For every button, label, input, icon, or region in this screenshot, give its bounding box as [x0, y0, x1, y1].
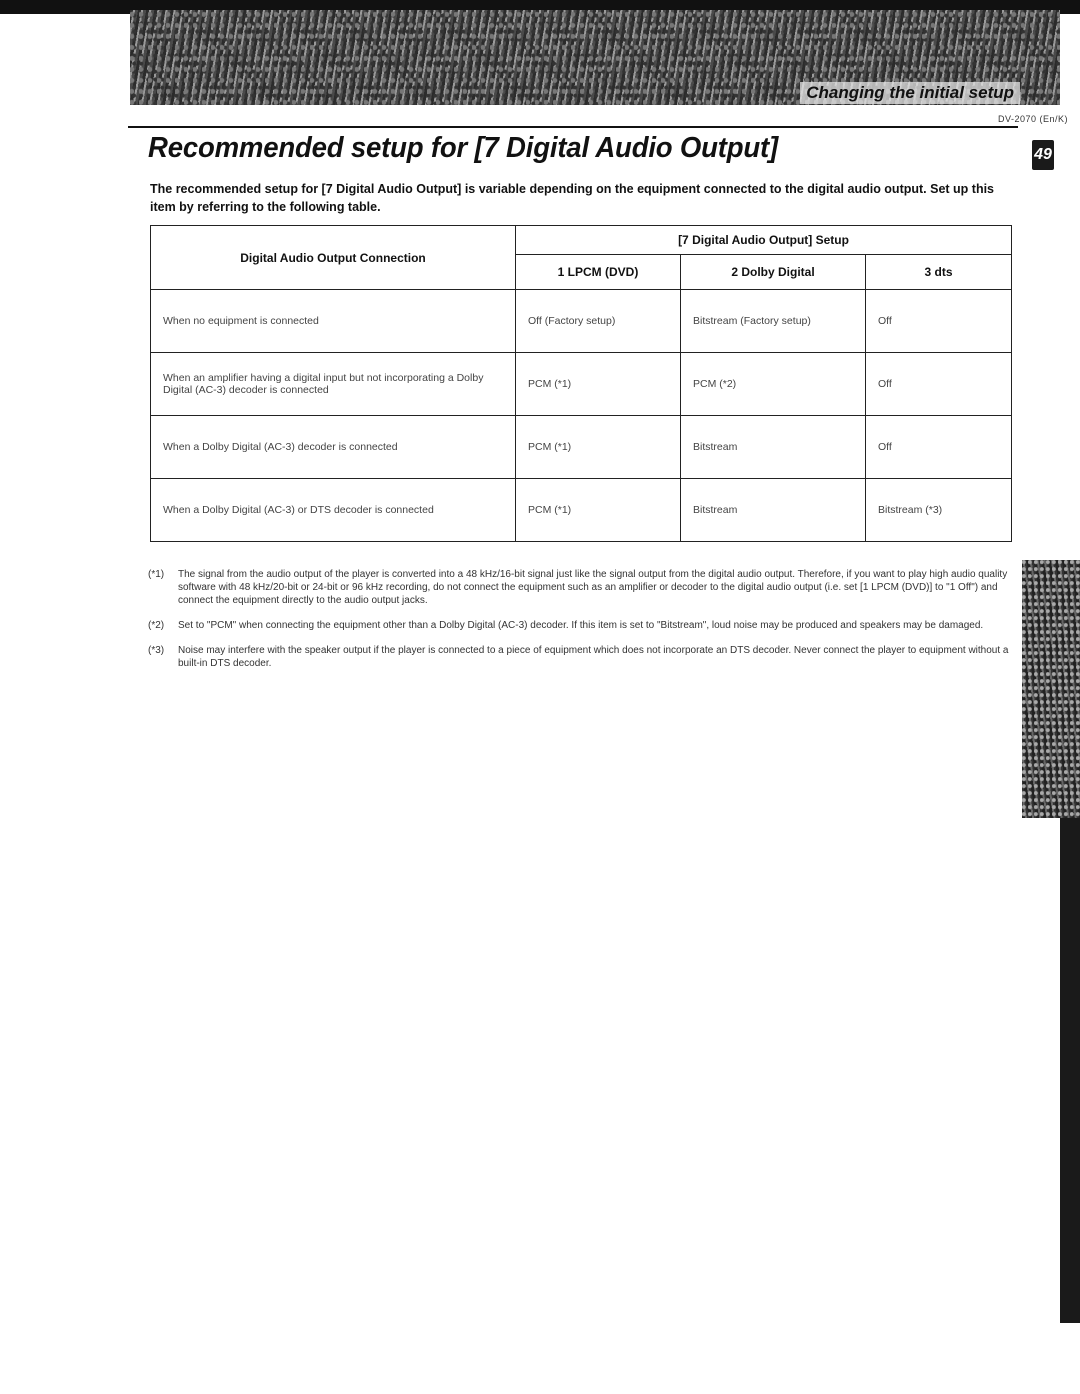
footnote-mark: (*3) [148, 645, 165, 656]
row-dolby: PCM (*2) [681, 353, 866, 416]
row-dolby: Bitstream [681, 479, 866, 542]
header-setup: [7 Digital Audio Output] Setup [516, 226, 1012, 255]
row-lpcm: Off (Factory setup) [516, 290, 681, 353]
row-lpcm: PCM (*1) [516, 479, 681, 542]
header-lpcm: 1 LPCM (DVD) [516, 255, 681, 290]
header-banner [130, 10, 1060, 105]
row-dts: Bitstream (*3) [866, 479, 1012, 542]
row-dolby: Bitstream [681, 416, 866, 479]
footnote [148, 619, 1010, 632]
header-connection: Digital Audio Output Connection [151, 226, 516, 290]
page-title: Recommended setup for [7 Digital Audio Output] [148, 132, 779, 164]
table-row [151, 290, 1012, 353]
side-edge-bar [1060, 818, 1080, 1323]
row-condition: When a Dolby Digital (AC-3) decoder is connected [151, 416, 516, 479]
setup-table [150, 225, 1012, 542]
header-dts: 3 dts [866, 255, 1012, 290]
row-dts: Off [866, 353, 1012, 416]
footnote [148, 568, 1010, 607]
row-dts: Off [866, 416, 1012, 479]
page-number: 49 [1032, 140, 1054, 170]
row-lpcm: PCM (*1) [516, 416, 681, 479]
table-row [151, 416, 1012, 479]
footnote-text: The signal from the audio output of the player is converted into a 48 kHz/16-bit signal just like the signal output from the digital audio output. Therefore, if you want to play high audio quality software with 48 kHz/20-bit or 24-bit or 96 kHz recording, do not connect the equipment such as an amplifier or decoder to the digital audio output (i.e. set [1 LPCM (DVD)] to "1 Off") and connect the equipment directly to the audio output jacks. [178, 569, 1008, 606]
row-dts: Off [866, 290, 1012, 353]
table-row [151, 353, 1012, 416]
row-condition: When a Dolby Digital (AC-3) or DTS decoder is connected [151, 479, 516, 542]
footnotes [148, 568, 1010, 682]
model-code: DV-2070 (En/K) [997, 114, 1068, 124]
intro-text: The recommended setup for [7 Digital Audio Output] is variable depending on the equipment connected to the digital audio output. Set up this item by referring to the following table. [150, 182, 995, 214]
footnote [148, 644, 1010, 670]
header-dolby: 2 Dolby Digital [681, 255, 866, 290]
row-condition: When no equipment is connected [151, 290, 516, 353]
row-dolby: Bitstream (Factory setup) [681, 290, 866, 353]
footnote-mark: (*2) [148, 620, 165, 631]
footnote-mark: (*1) [148, 569, 165, 580]
side-tab-decoration [1022, 560, 1080, 818]
title-rule [128, 126, 1018, 128]
row-lpcm: PCM (*1) [516, 353, 681, 416]
footnote-text: Noise may interfere with the speaker output if the player is connected to a piece of equipment which does not incorporate an DTS decoder. Never connect the player to equipment without a built-in DTS decoder. [178, 645, 1009, 669]
row-condition: When an amplifier having a digital input but not incorporating a Dolby Digital (AC-3) decoder is connected [151, 353, 516, 416]
table-row [151, 479, 1012, 542]
footnote-text: Set to "PCM" when connecting the equipment other than a Dolby Digital (AC-3) decoder. If this item is set to "Bitstream", loud noise may be produced and speakers may be damaged. [178, 620, 984, 631]
section-caption: Changing the initial setup [800, 82, 1020, 104]
